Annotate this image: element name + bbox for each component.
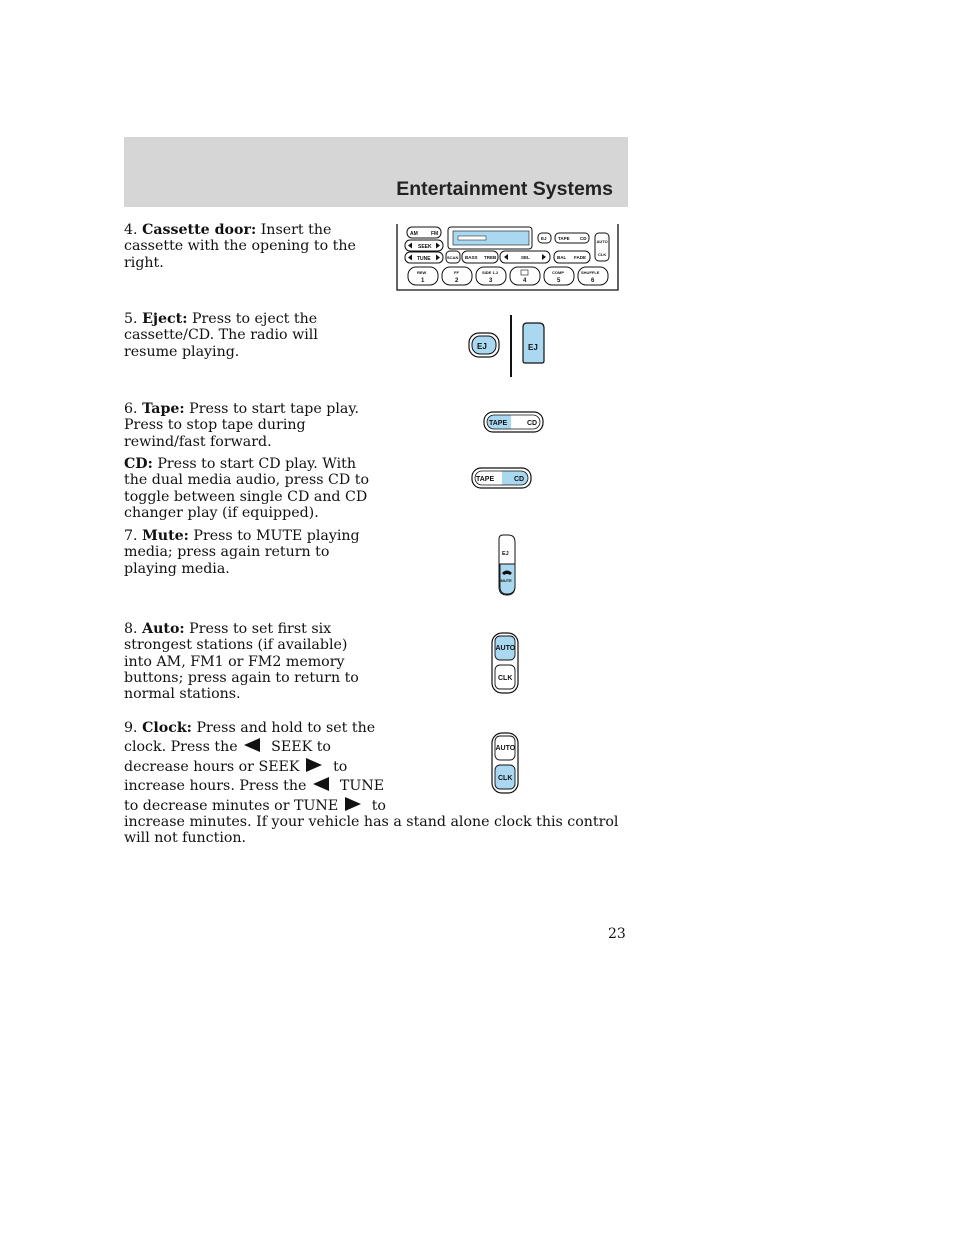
eject-front-label: EJ bbox=[477, 342, 487, 351]
tune-right-arrow-icon bbox=[343, 796, 363, 812]
item-text: Press to start tape play. Press to stop tape during rewind/fast forward. bbox=[124, 401, 360, 450]
item-text: Press to MUTE playing media; press again return to playing media. bbox=[124, 528, 360, 577]
preset-6-top: SHUFFLE bbox=[581, 270, 600, 275]
clk-active-label: CLK bbox=[498, 775, 513, 782]
radio-fade-label: FADE bbox=[574, 255, 587, 260]
clock-text-3: SEEK to bbox=[271, 739, 331, 755]
item-number: 4. bbox=[124, 222, 138, 238]
preset-6-num: 6 bbox=[591, 278, 595, 284]
page-title: Entertainment Systems bbox=[396, 178, 613, 200]
clk-inactive-label: CLK bbox=[498, 675, 513, 682]
item-term: Clock: bbox=[142, 720, 192, 736]
item-term: Tape: bbox=[142, 401, 185, 417]
item-text: Insert the cassette with the opening to the right. bbox=[124, 222, 356, 271]
preset-3-num: 3 bbox=[489, 278, 493, 284]
item-text: Press to set first six strongest stations (if available) into AM, FM1 or FM2 memory buttons; press again to return to normal stations. bbox=[124, 621, 359, 703]
auto-button-figure bbox=[490, 631, 520, 695]
item-term: CD: bbox=[124, 456, 153, 472]
header-band bbox=[124, 137, 628, 207]
item-eject bbox=[124, 311, 374, 360]
radio-am-label: AM bbox=[410, 231, 418, 237]
item-term: Mute: bbox=[142, 528, 189, 544]
radio-fm-label: FM bbox=[431, 231, 439, 237]
seek-left-arrow-icon bbox=[242, 737, 262, 753]
radio-cd-label: CD bbox=[580, 236, 587, 241]
clock-text-10: increase minutes. If your vehicle has a stand alone clock this control will not function. bbox=[124, 813, 619, 846]
preset-4-num: 4 bbox=[523, 278, 527, 284]
item-clock bbox=[124, 720, 628, 846]
item-text: Press to start CD play. With the dual media audio, press CD to toggle between single CD and CD changer play (if equipped). bbox=[124, 456, 369, 521]
mute-ej-label: EJ bbox=[502, 551, 509, 557]
clock-text-1: Press and hold to set the bbox=[196, 720, 376, 736]
eject-side-label: EJ bbox=[528, 343, 538, 352]
preset-5-top: COMP bbox=[552, 270, 564, 275]
radio-scan-label: SCAN bbox=[447, 255, 459, 260]
radio-tape-label: TAPE bbox=[558, 236, 570, 241]
cd-button-figure bbox=[470, 466, 534, 490]
item-number: 6. bbox=[124, 401, 138, 417]
preset-1-top: REW bbox=[417, 270, 427, 275]
cd-inactive-label: CD bbox=[527, 420, 538, 427]
clock-text-8: to decrease minutes or TUNE bbox=[124, 797, 339, 814]
radio-bass-label: BASS bbox=[465, 255, 478, 260]
clock-button-figure bbox=[490, 731, 520, 795]
item-number: 8. bbox=[124, 621, 138, 637]
auto-inactive-label: AUTO bbox=[495, 745, 516, 752]
mute-button-figure bbox=[496, 533, 518, 597]
preset-3-top: SIDE 1-2 bbox=[482, 270, 499, 275]
cd-active-label: CD bbox=[514, 476, 525, 483]
item-cassette-door bbox=[124, 222, 364, 271]
seek-right-arrow-icon bbox=[304, 757, 324, 773]
page-number: 23 bbox=[608, 926, 626, 942]
clock-text-6: increase hours. Press the bbox=[124, 778, 307, 794]
clock-text-9: to bbox=[371, 797, 386, 814]
auto-active-label: AUTO bbox=[495, 645, 516, 652]
preset-2-num: 2 bbox=[455, 278, 459, 284]
radio-auto-label: AUTO bbox=[596, 239, 608, 244]
item-tape bbox=[124, 401, 364, 450]
clock-text-4: decrease hours or SEEK bbox=[124, 758, 300, 775]
eject-button-figure bbox=[466, 313, 550, 379]
radio-clk-label: CLK bbox=[598, 252, 607, 257]
item-term: Eject: bbox=[142, 311, 188, 327]
tape-inactive-label: TAPE bbox=[476, 476, 495, 483]
item-term: Auto: bbox=[142, 621, 185, 637]
preset-2-top: FF bbox=[454, 270, 459, 275]
mute-label: MUTE bbox=[500, 578, 512, 583]
item-mute bbox=[124, 528, 379, 577]
preset-5-num: 5 bbox=[557, 278, 561, 284]
item-number: 7. bbox=[124, 528, 138, 544]
radio-sel-label: SEL bbox=[521, 255, 530, 260]
radio-treb-label: TREB bbox=[484, 255, 497, 260]
preset-1-num: 1 bbox=[421, 278, 425, 284]
tape-button-figure bbox=[482, 410, 546, 434]
tape-active-label: TAPE bbox=[489, 420, 508, 427]
item-number: 5. bbox=[124, 311, 138, 327]
item-term: Cassette door: bbox=[142, 222, 257, 238]
radio-ej-label: EJ bbox=[541, 236, 547, 241]
tune-left-arrow-icon bbox=[311, 776, 331, 792]
clock-text-2: clock. Press the bbox=[124, 739, 238, 755]
radio-tune-label: TUNE bbox=[417, 256, 431, 262]
clock-text-7: TUNE bbox=[339, 778, 385, 794]
radio-bal-label: BAL bbox=[557, 255, 567, 260]
radio-seek-label: SEEK bbox=[418, 244, 432, 250]
item-auto bbox=[124, 621, 374, 702]
clock-text-5: to bbox=[333, 758, 348, 775]
item-cd bbox=[124, 456, 379, 521]
radio-faceplate-figure bbox=[396, 224, 620, 292]
item-text: Press to eject the cassette/CD. The radio will resume playing. bbox=[124, 311, 318, 360]
item-number: 9. bbox=[124, 720, 138, 736]
